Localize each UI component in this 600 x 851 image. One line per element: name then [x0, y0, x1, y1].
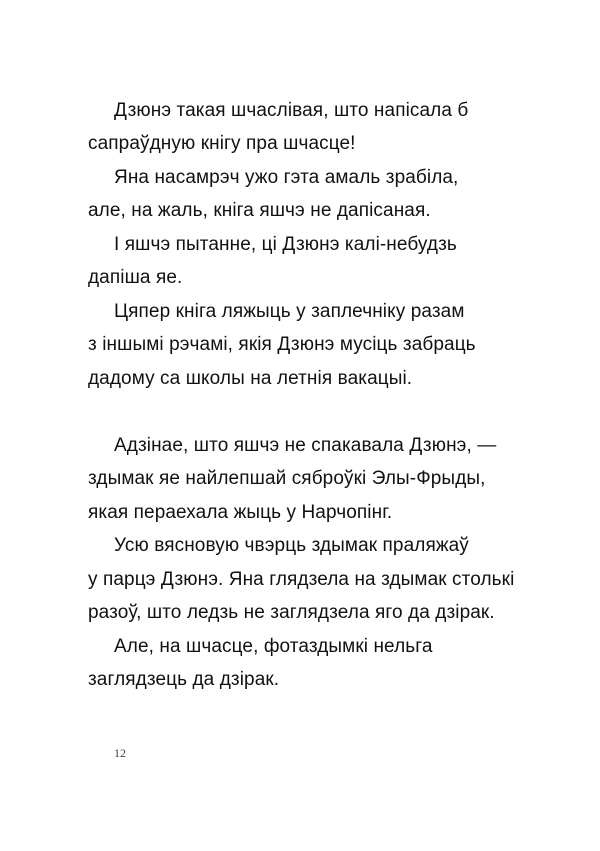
text-line: у парцэ Дзюнэ. Яна глядзела на здымак столькі	[88, 569, 515, 590]
page-number: 12	[114, 746, 126, 760]
text-line: Але, на шчасце, фотаздымкі нельга	[114, 636, 433, 657]
text-line: але, на жаль, кніга яшчэ не дапісаная.	[88, 200, 431, 221]
text-line: дапіша яе.	[88, 267, 183, 288]
text-line: Дзюнэ такая шчаслівая, што напісала б	[114, 100, 469, 121]
text-line: разоў, што ледзь не заглядзела яго да дзірак.	[88, 602, 495, 623]
text-line: І яшчэ пытанне, ці Дзюнэ калі-небудзь	[114, 234, 457, 255]
text-line: Цяпер кніга ляжыць у заплечніку разам	[114, 301, 465, 322]
text-line: Усю вясновую чвэрць здымак праляжаў	[114, 535, 469, 556]
text-line: з іншымі рэчамі, якія Дзюнэ мусіць забраць	[88, 334, 476, 355]
text-line: якая пераехала жыць у Нарчопінг.	[88, 502, 393, 523]
text-line: Яна насамрэч ужо гэта амаль зрабіла,	[114, 167, 459, 188]
text-line: дадому са школы на летнія вакацыі.	[88, 368, 413, 389]
text-line: Адзінае, што яшчэ не спакавала Дзюнэ, —	[114, 435, 497, 456]
text-line: здымак яе найлепшай сяброўкі Элы-Фрыды,	[88, 468, 486, 489]
text-line: сапраўдную кнігу пра шчасце!	[88, 133, 356, 154]
text-line: заглядзець да дзірак.	[88, 669, 280, 690]
